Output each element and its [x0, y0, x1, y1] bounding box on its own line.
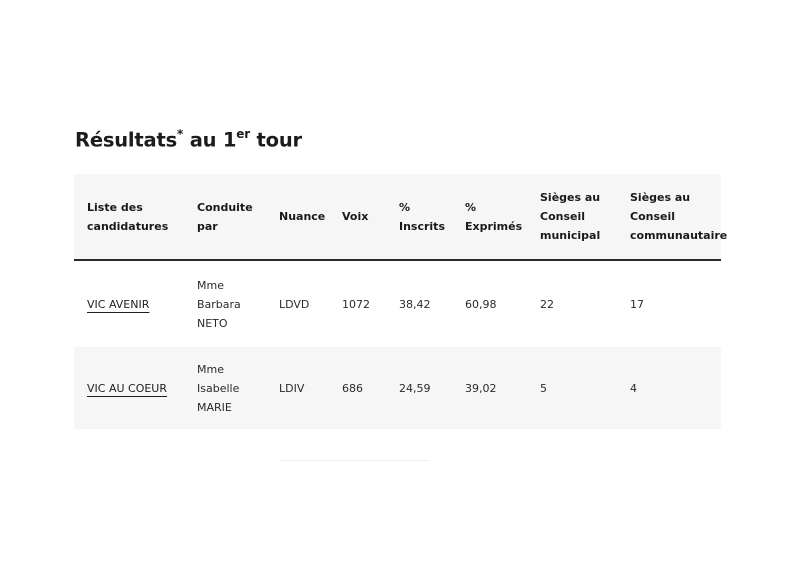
- header-nuance: Nuance: [266, 174, 333, 260]
- header-conduite: Conduite par: [184, 174, 266, 260]
- cell-sieges-municipal: 22: [527, 260, 617, 347]
- cell-conduite: Mme Barbara NETO: [184, 260, 266, 347]
- title-end: tour: [249, 128, 302, 152]
- results-table: [74, 174, 728, 429]
- header-liste: Liste des candidatures: [74, 174, 184, 260]
- cell-sieges-communautaire: 17: [617, 260, 721, 347]
- cell-pct-exprimes: 39,02: [452, 347, 527, 429]
- list-link-vic-avenir[interactable]: VIC AVENIR: [87, 297, 150, 311]
- header-row: [74, 174, 721, 260]
- cell-pct-inscrits: 38,42: [386, 260, 452, 347]
- cell-pct-exprimes: 60,98: [452, 260, 527, 347]
- table-row: [74, 260, 721, 347]
- cell-voix: 686: [333, 347, 386, 429]
- header-pct-exprimes: % Exprimés: [452, 174, 527, 260]
- header-pct-inscrits: % Inscrits: [386, 174, 452, 260]
- table-row: [74, 347, 721, 429]
- cell-pct-inscrits: 24,59: [386, 347, 452, 429]
- cell-liste: [74, 347, 184, 429]
- cell-liste: [74, 260, 184, 347]
- list-link-vic-au-coeur[interactable]: VIC AU COEUR: [87, 381, 168, 395]
- cell-nuance: LDVD: [266, 260, 333, 347]
- scan-artifact-line: [280, 460, 430, 461]
- cell-nuance: LDIV: [266, 347, 333, 429]
- title-text: Résultats: [75, 128, 178, 152]
- title-middle: au 1: [183, 128, 237, 152]
- header-voix: Voix: [333, 174, 386, 260]
- page-title: [75, 128, 302, 152]
- header-sieges-communautaire: Sièges au Conseil communautaire: [617, 174, 721, 260]
- cell-voix: 1072: [333, 260, 386, 347]
- cell-sieges-communautaire: 4: [617, 347, 721, 429]
- title-superscript: er: [236, 127, 250, 141]
- title-asterisk: *: [177, 127, 184, 141]
- header-sieges-municipal: Sièges au Conseil municipal: [527, 174, 617, 260]
- cell-conduite: Mme Isabelle MARIE: [184, 347, 266, 429]
- cell-sieges-municipal: 5: [527, 347, 617, 429]
